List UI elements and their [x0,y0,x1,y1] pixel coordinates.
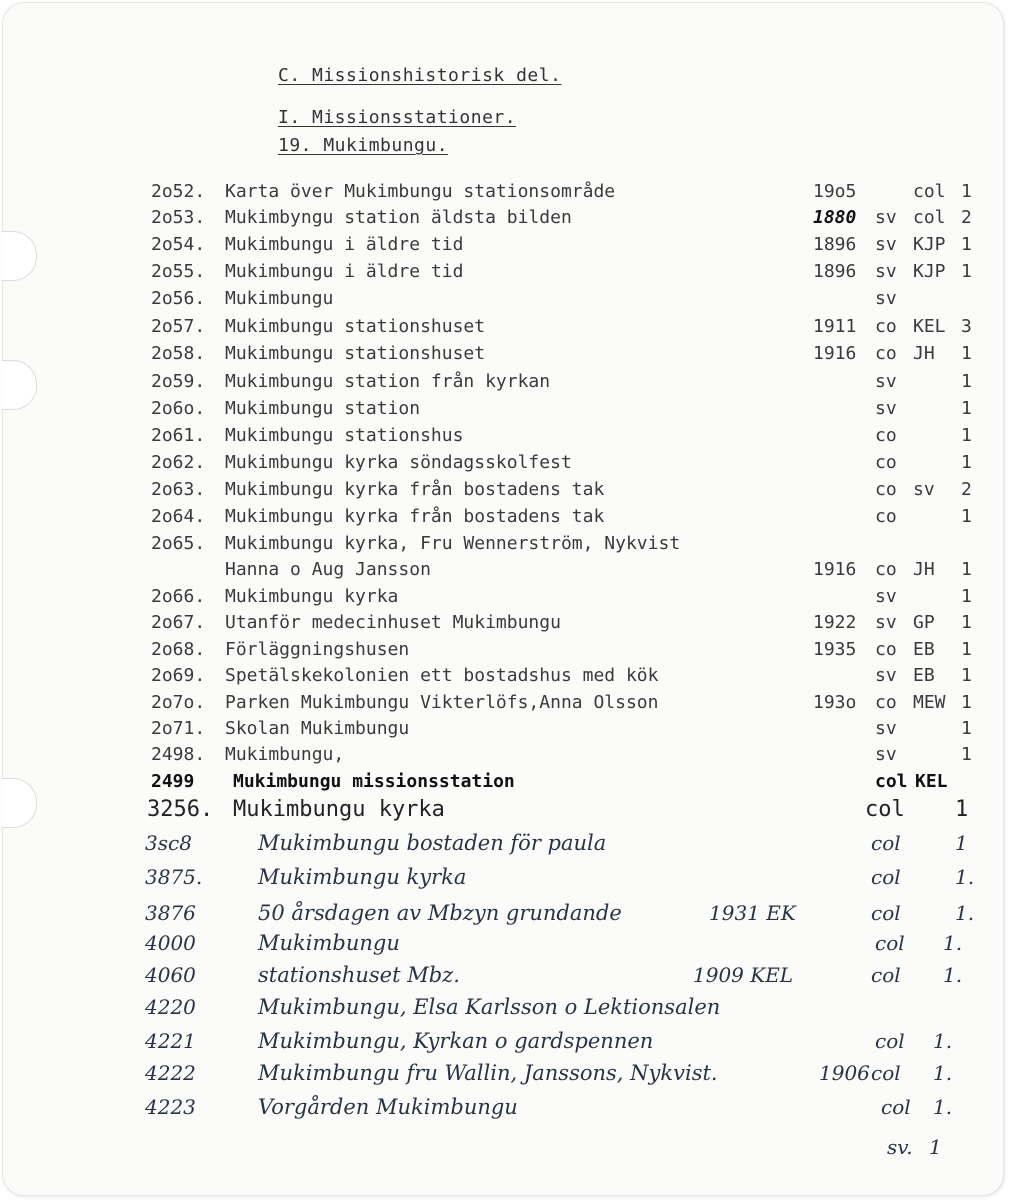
entry-count: 2 [961,207,972,228]
entry-year: 1896 [813,234,857,255]
entry-number: 2o62. [151,452,206,473]
entry-code: MEW [913,692,946,713]
entry-count: 2 [961,479,972,500]
entry-type: co [875,692,897,713]
entry-description: Mukimbungu i äldre tid [225,261,464,282]
entry-description: Skolan Mukimbungu [225,718,410,739]
entry-type: sv [875,718,897,739]
entry-code: EB [913,665,935,686]
entry-description: stationshuset Mbz. [258,963,460,987]
register-row [3,207,1003,233]
entry-description: Mukimbungu kyrka söndagsskolfest [225,452,572,473]
entry-type: co [875,452,897,473]
entry-number: 2o57. [151,316,206,337]
register-row [3,181,1003,207]
entry-number: 3sc8 [145,831,192,855]
entry-count: 3 [961,316,972,337]
entry-type: sv [875,234,897,255]
register-row [3,371,1003,397]
entry-count: 1 [961,234,972,255]
register-row [3,316,1003,342]
entry-description: Mukimbungu kyrka [225,586,399,607]
entry-code: JH [913,559,935,580]
entry-code: KJP [913,261,946,282]
entry-count: 1 [955,797,969,822]
handwritten-row [3,865,1003,899]
entry-description: Mukimbungu kyrka från bostadens tak [225,506,605,527]
entry-count: 1 [961,181,972,202]
entry-number: 4223 [145,1095,196,1119]
entry-code: GP [913,612,935,633]
entry-type: col [871,831,901,855]
handwritten-row [3,1095,1003,1129]
register-row [3,771,1003,797]
entry-number: 2o69. [151,665,206,686]
entry-description: Mukimbungu kyrka [258,865,467,889]
register-row [3,797,1003,823]
entry-type: col [881,1095,911,1119]
entry-description: Mukimbungu missionsstation [233,771,515,792]
entry-description: Karta över Mukimbungu stationsområde [225,181,616,202]
entry-description: Mukimbungu, Elsa Karlsson o Lektionsalen [258,995,721,1019]
entry-year: 1880 [813,207,857,228]
entry-description: Hanna o Aug Jansson [225,559,431,580]
entry-count: 1 [961,692,972,713]
entry-count: 1. [955,865,975,889]
register-row [3,506,1003,532]
entry-type: co [875,506,897,527]
handwritten-row [3,1061,1003,1095]
entry-type: sv [875,744,897,765]
entry-number: 3875. [145,865,203,889]
entry-code: KEL [913,316,946,337]
entry-number: 2o56. [151,288,206,309]
entry-type: sv [875,261,897,282]
entry-count: 1. [933,1061,953,1085]
entry-type: col [865,797,905,822]
entry-code: col [913,181,946,202]
entry-type: col [875,931,905,955]
register-row [3,261,1003,287]
entry-count: 1 [961,261,972,282]
register-row [3,479,1003,505]
entry-description: Spetälskekolonien ett bostadshus med kök [225,665,659,686]
entry-type: sv [875,371,897,392]
station-heading: 19. Mukimbungu. [278,135,449,156]
entry-count: 1. [943,931,963,955]
entry-description: Mukimbyngu station äldsta bilden [225,207,572,228]
entry-number: 2o6o. [151,398,206,419]
register-row [3,559,1003,585]
entry-year: 19o5 [813,181,857,202]
entry-number: 4060 [145,963,196,987]
entry-number: 2499 [151,771,195,792]
register-row [3,744,1003,770]
entry-type: sv [875,586,897,607]
register-row [3,692,1003,718]
entry-number: 2o59. [151,371,206,392]
entry-extra: 1906 [819,1061,870,1085]
entry-type: sv. [887,1135,913,1159]
entry-count: 1 [929,1135,942,1159]
entry-code: KJP [913,234,946,255]
entry-type: sv [875,665,897,686]
entry-count: 1 [961,612,972,633]
register-row [3,452,1003,478]
entry-year: 1896 [813,261,857,282]
entry-year: 1916 [813,343,857,364]
entry-count: 1 [961,559,972,580]
register-row [3,234,1003,260]
entry-type: sv [875,207,897,228]
entry-number: 2o54. [151,234,206,255]
entry-type: co [875,479,897,500]
entry-description: Mukimbungu kyrka, Fru Wennerström, Nykvist [225,533,681,554]
entry-type: col [871,1061,901,1085]
register-row [3,612,1003,638]
register-row [3,288,1003,314]
entry-description: Mukimbungu fru Wallin, Janssons, Nykvist. [258,1061,718,1085]
entry-count: 1 [961,425,972,446]
entry-count: 1 [961,452,972,473]
entry-number: 2o7o. [151,692,206,713]
entry-type: co [875,559,897,580]
entry-extra: 1931 EK [709,901,796,925]
entry-count: 1 [961,506,972,527]
entry-description: Mukimbungu i äldre tid [225,234,464,255]
register-row [3,343,1003,369]
entry-description: Parken Mukimbungu Vikterlöfs,Anna Olsson [225,692,659,713]
entry-year: 1916 [813,559,857,580]
entry-count: 1 [961,744,972,765]
register-row [3,398,1003,424]
entry-description: Mukimbungu station [225,398,421,419]
entry-number: 2o53. [151,207,206,228]
entry-type: sv [875,288,897,309]
entry-number: 2o55. [151,261,206,282]
entry-type: col [871,963,901,987]
entry-description: Utanför medecinhuset Mukimbungu [225,612,561,633]
entry-type: co [875,343,897,364]
entry-number: 2o68. [151,639,206,660]
entry-count: 1 [961,665,972,686]
handwritten-row [3,1029,1003,1063]
index-card [2,2,1004,1196]
entry-description: Mukimbungu stationshus [225,425,464,446]
entry-number: 2o52. [151,181,206,202]
register-row [3,586,1003,612]
handwritten-row [3,831,1003,865]
entry-count: 1 [961,398,972,419]
subsection-heading: I. Missionsstationer. [278,107,517,128]
entry-type: col [871,865,901,889]
entry-number: 2o63. [151,479,206,500]
entry-number: 2o61. [151,425,206,446]
entry-description: Mukimbungu [225,288,334,309]
register-row [3,639,1003,665]
register-row [3,533,1003,559]
entry-type: co [875,639,897,660]
entry-count: 1 [955,831,968,855]
entry-type: sv [875,398,897,419]
entry-count: 1. [933,1029,953,1053]
register-row [3,425,1003,451]
entry-number: 2o66. [151,586,206,607]
entry-description: Förläggningshusen [225,639,410,660]
handwritten-row [3,963,1003,997]
entry-description: Mukimbungu [258,931,400,955]
entry-number: 3256. [147,797,214,822]
entry-count: 1. [955,901,975,925]
register-row [3,718,1003,744]
entry-description: Mukimbungu, Kyrkan o gardspennen [258,1029,654,1053]
entry-year: 1922 [813,612,857,633]
register-row [3,665,1003,691]
handwritten-row [3,995,1003,1029]
entry-extra: 1909 KEL [693,963,794,987]
entry-code: col [913,207,946,228]
entry-count: 1 [961,586,972,607]
entry-count: 1 [961,343,972,364]
entry-description: Mukimbungu stationshuset [225,316,486,337]
entry-description: Mukimbungu station från kyrkan [225,371,551,392]
entry-count: 1 [961,371,972,392]
entry-type: co [875,316,897,337]
entry-description: Mukimbungu kyrka [233,797,445,822]
entry-count: 1. [933,1095,953,1119]
entry-number: 4222 [145,1061,196,1085]
entry-number: 4221 [145,1029,196,1053]
entry-year: 193o [813,692,857,713]
entry-type: col [875,771,908,792]
entry-description: Mukimbungu, [225,744,345,765]
handwritten-row [3,1135,1003,1169]
section-heading: C. Missionshistorisk del. [278,65,562,86]
entry-count: 1. [943,963,963,987]
entry-number: 4000 [145,931,196,955]
entry-type: col [875,1029,905,1053]
entry-description: Mukimbungu bostaden för paula [258,831,607,855]
entry-number: 2o65. [151,533,206,554]
entry-number: 2o67. [151,612,206,633]
handwritten-row [3,931,1003,965]
entry-number: 2498. [151,744,206,765]
entry-number: 2o58. [151,343,206,364]
entry-number: 4220 [145,995,196,1019]
entry-code: JH [913,343,935,364]
entry-code: KEL [915,771,948,792]
entry-count: 1 [961,639,972,660]
entry-number: 2o71. [151,718,206,739]
entry-number: 2o64. [151,506,206,527]
entry-description: Mukimbungu kyrka från bostadens tak [225,479,605,500]
entry-year: 1935 [813,639,857,660]
handwritten-row [3,901,1003,935]
entry-count: 1 [961,718,972,739]
entry-type: co [875,425,897,446]
entry-code: sv [913,479,935,500]
entry-code: EB [913,639,935,660]
entry-type: sv [875,612,897,633]
entry-type: col [871,901,901,925]
entry-description: Mukimbungu stationshuset [225,343,486,364]
entry-number: 3876 [145,901,196,925]
entry-description: Vorgården Mukimbungu [258,1095,518,1119]
entry-year: 1911 [813,316,857,337]
entry-description: 50 årsdagen av Mbzyn grundande [258,901,622,925]
